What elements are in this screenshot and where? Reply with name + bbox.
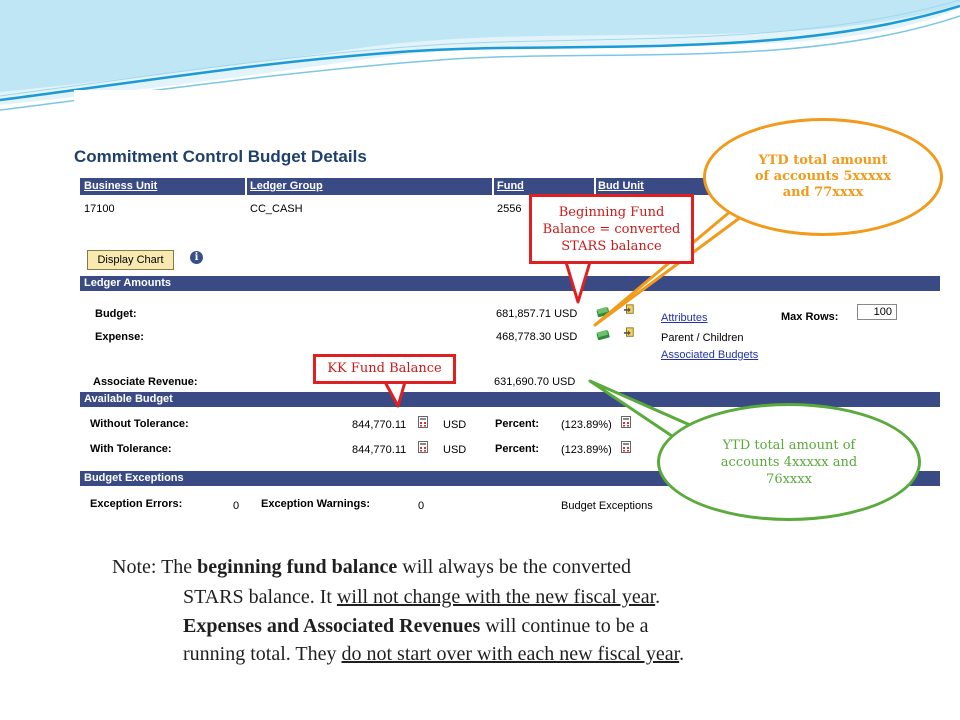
exception-warnings-label: Exception Warnings: — [261, 498, 370, 510]
callout-ytd-5xxxxx — [703, 118, 943, 236]
note-line-2 — [183, 584, 660, 610]
callout-line: Beginning Fund — [558, 205, 665, 220]
associate-revenue-value: 631,690.70 USD — [494, 376, 576, 388]
note-underline: do not start over with each new fiscal year — [341, 643, 680, 665]
fund-value: 2556 — [497, 203, 522, 215]
callout-line: YTD total amount — [758, 153, 888, 168]
with-tolerance-currency: USD — [443, 444, 467, 456]
percent-label: Percent: — [495, 443, 540, 455]
callout-ytd-4xxxxx — [657, 403, 921, 521]
section-budget-exceptions: Budget Exceptions — [80, 471, 940, 486]
percent-label: Percent: — [495, 418, 540, 430]
note-text: . — [679, 643, 685, 665]
callout-line: of accounts 5xxxxx — [754, 169, 892, 184]
section-ledger-amounts: Ledger Amounts — [80, 276, 940, 291]
callout-line: YTD total amount of — [722, 437, 856, 453]
max-rows-input[interactable]: 100 — [857, 304, 897, 320]
note-line-4 — [183, 641, 684, 667]
callout-line: STARS balance — [561, 239, 662, 254]
budget-value: 681,857.71 USD — [496, 308, 578, 320]
info-icon[interactable]: i — [190, 251, 203, 264]
business-unit-value: 17100 — [84, 203, 115, 215]
note-text: running total. They — [183, 643, 342, 665]
attributes-link[interactable]: Attributes — [661, 312, 708, 324]
note-bold: beginning fund balance — [197, 556, 398, 578]
ledger-group-value: CC_CASH — [250, 203, 303, 215]
without-tolerance-percent: (123.89%) — [561, 419, 612, 431]
column-ledger-group[interactable]: Ledger Group — [250, 180, 323, 192]
note-text: will continue to be a — [480, 615, 649, 637]
page-title: Commitment Control Budget Details — [74, 147, 367, 166]
exception-errors-label: Exception Errors: — [90, 498, 183, 510]
parent-children-text: Parent / Children — [661, 332, 744, 344]
note-text: . — [655, 586, 661, 608]
without-tolerance-currency: USD — [443, 419, 467, 431]
with-tolerance-percent: (123.89%) — [561, 444, 612, 456]
exception-errors-value: 0 — [233, 500, 240, 512]
callout-line: accounts 4xxxxx and — [720, 454, 858, 470]
without-tolerance-value: 844,770.11 — [352, 419, 407, 431]
column-business-unit[interactable]: Business Unit — [84, 180, 158, 192]
callout-beginning-fund-balance — [529, 194, 694, 264]
with-tolerance-value: 844,770.11 — [352, 444, 407, 456]
expense-label: Expense: — [95, 331, 144, 343]
exception-warnings-value: 0 — [418, 500, 425, 512]
associated-budgets-link[interactable]: Associated Budgets — [661, 349, 759, 361]
note-line-3 — [183, 613, 649, 639]
note-line-1 — [112, 554, 631, 580]
section-available-budget: Available Budget — [80, 392, 940, 407]
callout-line: and 77xxxx — [782, 185, 864, 200]
note-text: will always be the converted — [397, 556, 632, 578]
note-bold: Expenses and Associated Revenues — [183, 615, 481, 637]
display-chart-button[interactable]: Display Chart — [87, 250, 174, 270]
callout-line: Balance = converted — [542, 222, 681, 237]
note-text: Note: The — [112, 556, 198, 578]
budget-label: Budget: — [95, 308, 137, 320]
column-bud-unit[interactable]: Bud Unit — [598, 180, 644, 192]
associate-revenue-label: Associate Revenue: — [93, 376, 198, 388]
note-text: STARS balance. It — [183, 586, 337, 608]
without-tolerance-label: Without Tolerance: — [90, 418, 189, 430]
column-fund[interactable]: Fund — [497, 180, 524, 192]
callout-kk-fund-balance: KK Fund Balance — [313, 354, 456, 384]
callout-line: 76xxxx — [766, 471, 812, 487]
note-underline: will not change with the new fiscal year — [336, 586, 656, 608]
max-rows-label: Max Rows: — [781, 311, 839, 323]
with-tolerance-label: With Tolerance: — [90, 443, 172, 455]
budget-exceptions-text: Budget Exceptions — [561, 500, 653, 512]
expense-value: 468,778.30 USD — [496, 331, 578, 343]
